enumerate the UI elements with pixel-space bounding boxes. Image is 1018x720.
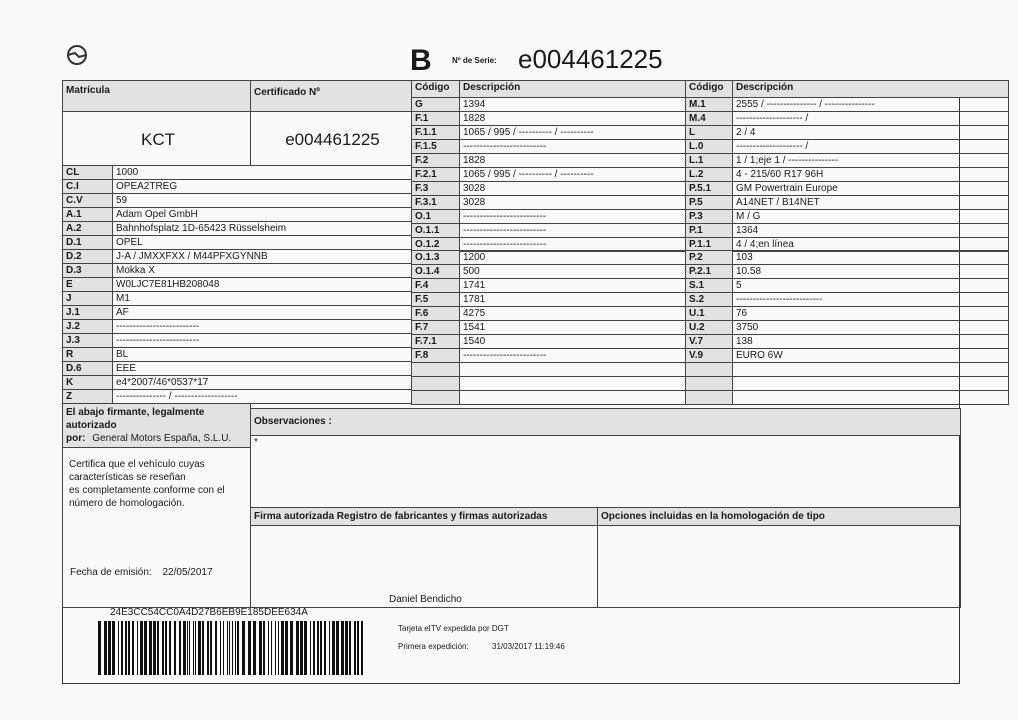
opel-logo-icon: [65, 42, 89, 66]
barcode-bar: [215, 621, 217, 675]
field-code: F.1: [411, 111, 460, 126]
field-value: [732, 376, 1009, 391]
field-value: EURO 6W: [732, 348, 1009, 363]
certifica-line: Certifica que el vehículo cuyas: [69, 459, 205, 470]
field-code: F.1.1: [411, 125, 460, 140]
field-code: Z: [62, 389, 113, 404]
field-value: OPEA2TREG: [112, 179, 412, 194]
field-code: V.9: [685, 348, 733, 363]
barcode-bar: [187, 621, 188, 675]
field-code: J.3: [62, 333, 113, 348]
field-value: -------------------------: [459, 139, 686, 154]
field-value: 1394: [459, 97, 686, 112]
barcode-bar: [179, 621, 181, 675]
field-value: 1065 / 995 / ---------- / ----------: [459, 167, 686, 182]
field-value: GM Powertrain Europe: [732, 181, 1009, 196]
field-value: -------------------- /: [732, 139, 1009, 154]
barcode-bar: [193, 621, 194, 675]
barcode-bar: [290, 621, 293, 675]
field-code: F.8: [411, 348, 460, 363]
field-value: Mokka X: [112, 263, 412, 278]
field-value: M1: [112, 291, 412, 306]
field-value: Adam Opel GmbH: [112, 207, 412, 222]
barcode-bar: [128, 621, 130, 675]
barcode-bar: [310, 621, 311, 675]
field-value: 1541: [459, 320, 686, 335]
barcode-bar: [118, 621, 119, 675]
barcode-bar: [349, 621, 351, 675]
field-code: O.1.1: [411, 223, 460, 238]
barcode-bar: [248, 621, 251, 675]
barcode-bar: [229, 621, 230, 675]
field-value: 1364: [732, 223, 1009, 238]
field-code: J.1: [62, 305, 113, 320]
field-code: P.5: [685, 195, 733, 210]
certifica-line: número de homologación.: [69, 498, 185, 509]
field-code: F.3.1: [411, 195, 460, 210]
field-code: [411, 390, 460, 405]
barcode-bar: [275, 621, 276, 675]
barcode-bar: [195, 621, 196, 675]
barcode-bar: [259, 621, 262, 675]
barcode-bar: [332, 621, 335, 675]
field-value: 1781: [459, 292, 686, 307]
field-code: G: [411, 97, 460, 112]
field-code: [411, 362, 460, 377]
field-code: D.3: [62, 263, 113, 278]
observaciones-label: Observaciones :: [250, 408, 961, 436]
barcode-bar: [202, 621, 204, 675]
field-code: S.1: [685, 278, 733, 293]
description-header: Descripción: [459, 80, 686, 98]
firma-name: Daniel Bendicho: [389, 594, 462, 605]
field-value: 1828: [459, 111, 686, 126]
field-value: 59: [112, 193, 412, 208]
barcode-bar: [144, 621, 147, 675]
field-code: U.1: [685, 306, 733, 321]
field-value: 1828: [459, 153, 686, 168]
field-code: F.2.1: [411, 167, 460, 182]
field-code: [685, 390, 733, 405]
field-value: BL: [112, 347, 412, 362]
certifica-line: es completamente conforme con el: [69, 485, 225, 496]
field-code: P.3: [685, 209, 733, 224]
field-value: -------------------------: [459, 348, 686, 363]
barcode-bar: [207, 621, 209, 675]
barcode-bar: [108, 621, 111, 675]
field-code: O.1: [411, 209, 460, 224]
field-value: 4275: [459, 306, 686, 321]
barcode-bar: [153, 621, 156, 675]
field-value: --------------------------: [732, 292, 1009, 307]
barcode-bar: [361, 621, 363, 675]
barcode-bar: [125, 621, 127, 675]
field-code: M.1: [685, 97, 733, 112]
field-code: F.4: [411, 278, 460, 293]
field-value: 2555 / --------------- / ---------------: [732, 97, 1009, 112]
barcode-bar: [304, 621, 307, 675]
field-value: 4 - 215/60 R17 96H: [732, 167, 1009, 182]
barcode-bar: [112, 621, 115, 675]
field-code: E: [62, 277, 113, 292]
field-value: [459, 362, 686, 377]
field-code: L: [685, 125, 733, 140]
field-code: [411, 376, 460, 391]
field-value: 1 / 1;eje 1 / ---------------: [732, 153, 1009, 168]
field-value: Bahnhofsplatz 1D-65423 Rüsselsheim: [112, 221, 412, 236]
barcode-bar: [281, 621, 284, 675]
barcode-bar: [162, 621, 164, 675]
field-code: C.V: [62, 193, 113, 208]
field-value: [459, 376, 686, 391]
field-code: O.1.4: [411, 264, 460, 279]
barcode-bar: [354, 621, 356, 675]
barcode-bar: [278, 621, 279, 675]
field-value: e4*2007/46*0537*17: [112, 375, 412, 390]
field-code: J: [62, 291, 113, 306]
field-value: 500: [459, 264, 686, 279]
field-value: 4 / 4;en línea: [732, 237, 1009, 252]
barcode-bar: [137, 621, 138, 675]
barcode-bar: [98, 621, 101, 675]
barcode-bar: [169, 621, 171, 675]
barcode-bar: [121, 621, 123, 675]
barcode-bar: [198, 621, 201, 675]
matricula-label: Matrícula: [62, 80, 251, 112]
field-code: A.2: [62, 221, 113, 236]
barcode-image: [98, 621, 366, 675]
fecha-label: Fecha de emisión:: [70, 567, 152, 578]
field-code: O.1.3: [411, 250, 460, 265]
barcode-bar: [149, 621, 152, 675]
barcode-bar: [320, 621, 322, 675]
field-code: CL: [62, 165, 113, 180]
barcode-bar: [189, 621, 190, 675]
field-value: 1540: [459, 334, 686, 349]
firma-label: Firma autorizada Registro de fabricantes y firmas autorizadas: [250, 507, 598, 526]
barcode-bar: [268, 621, 269, 675]
field-code: [685, 376, 733, 391]
field-value: W0LJC7E81HB208048: [112, 277, 412, 292]
barcode-bar: [232, 621, 233, 675]
barcode-bar: [329, 621, 330, 675]
opciones-label: Opciones incluidas en la homologación de tipo: [597, 507, 961, 526]
field-code: F.1.5: [411, 139, 460, 154]
barcode-bar: [223, 621, 224, 675]
barcode-bar: [140, 621, 143, 675]
field-value: 2 / 4: [732, 125, 1009, 140]
field-value: 3028: [459, 181, 686, 196]
barcode-bar: [357, 621, 359, 675]
serie-number: e004461225: [518, 44, 663, 74]
opciones-box: [597, 525, 961, 608]
field-code: F.7.1: [411, 334, 460, 349]
form-letter: B: [410, 44, 432, 77]
field-value: OPEL: [112, 235, 412, 250]
barcode-bar: [242, 621, 245, 675]
field-code: D.2: [62, 249, 113, 264]
barcode-bar: [253, 621, 256, 675]
fecha-value: 22/05/2017: [162, 567, 213, 578]
field-value: 103: [732, 250, 1009, 265]
barcode-bar: [263, 621, 265, 675]
field-value: 76: [732, 306, 1009, 321]
field-value: 5: [732, 278, 1009, 293]
field-value: 3750: [732, 320, 1009, 335]
field-code: D.6: [62, 361, 113, 376]
field-code: F.5: [411, 292, 460, 307]
field-value: 3028: [459, 195, 686, 210]
field-value: 138: [732, 334, 1009, 349]
field-value: [459, 390, 686, 405]
field-code: [685, 362, 733, 377]
primera-label: Primera expedición:: [398, 642, 469, 651]
barcode-bar: [210, 621, 212, 675]
barcode-bar: [174, 621, 176, 675]
code-header: Código: [685, 80, 733, 98]
field-code: L.0: [685, 139, 733, 154]
por-label: por:: [66, 433, 86, 444]
primera-value: 31/03/2017 11:19:46: [492, 642, 565, 651]
certifica-box: [62, 447, 251, 608]
barcode-bar: [235, 621, 236, 675]
field-value: -------------------------: [112, 319, 412, 334]
signer-company: General Motors España, S.L.U.: [92, 433, 232, 444]
field-value: -------------------- /: [732, 111, 1009, 126]
field-value: AF: [112, 305, 412, 320]
barcode-bar: [296, 621, 299, 675]
field-value: 1200: [459, 250, 686, 265]
field-code: U.2: [685, 320, 733, 335]
field-code: M.4: [685, 111, 733, 126]
field-code: F.3: [411, 181, 460, 196]
field-code: C.I: [62, 179, 113, 194]
tarjeta-text: Tarjeta eITV expedida por DGT: [398, 624, 509, 633]
field-code: J.2: [62, 319, 113, 334]
field-code: P.2.1: [685, 264, 733, 279]
field-value: [732, 390, 1009, 405]
code-header: Código: [411, 80, 460, 98]
barcode-text: 24E3CC54CC0A4D27B6EB9E185DEE634A: [110, 607, 308, 618]
certificado-value: e004461225: [250, 111, 412, 166]
barcode-bar: [271, 621, 272, 675]
field-code: P.1.1: [685, 237, 733, 252]
field-value: -------------------------: [459, 209, 686, 224]
barcode-bar: [165, 621, 167, 675]
field-code: L.1: [685, 153, 733, 168]
field-code: V.7: [685, 334, 733, 349]
serie-label: Nº de Serie:: [452, 56, 497, 65]
certificado-label: Certificado Nº: [250, 80, 412, 112]
field-value: 10.58: [732, 264, 1009, 279]
matricula-value: KCT: [62, 111, 251, 166]
field-code: F.6: [411, 306, 460, 321]
firma-box: [250, 525, 598, 608]
barcode-bar: [104, 621, 107, 675]
field-code: F.7: [411, 320, 460, 335]
field-value: EEE: [112, 361, 412, 376]
field-value: J-A / JMXXFXX / M44PFXGYNNB: [112, 249, 412, 264]
field-code: P.1: [685, 223, 733, 238]
barcode-bar: [183, 621, 186, 675]
field-value: 1000: [112, 165, 412, 180]
field-code: P.2: [685, 250, 733, 265]
field-value: [732, 362, 1009, 377]
field-value: 1065 / 995 / ---------- / ----------: [459, 125, 686, 140]
field-value: -------------------------: [112, 333, 412, 348]
barcode-bar: [157, 621, 159, 675]
field-code: L.2: [685, 167, 733, 182]
field-value: --------------- / -------------------: [112, 389, 412, 404]
field-code: D.1: [62, 235, 113, 250]
field-value: -------------------------: [459, 237, 686, 252]
certifica-line: características se reseñan: [69, 472, 186, 483]
field-code: K: [62, 375, 113, 390]
field-value: M / G: [732, 209, 1009, 224]
signer-heading: El abajo firmante, legalmente autorizado: [66, 407, 205, 431]
barcode-bar: [227, 621, 228, 675]
barcode-bar: [237, 621, 239, 675]
barcode-bar: [336, 621, 339, 675]
description-header: Descripción: [732, 80, 1009, 98]
field-code: O.1.2: [411, 237, 460, 252]
barcode-bar: [132, 621, 134, 675]
field-value: -------------------------: [459, 223, 686, 238]
field-value: A14NET / B14NET: [732, 195, 1009, 210]
barcode-bar: [317, 621, 319, 675]
barcode-bar: [300, 621, 303, 675]
signer-header: [62, 403, 251, 448]
field-value: 1741: [459, 278, 686, 293]
barcode-bar: [220, 621, 221, 675]
barcode-bar: [324, 621, 326, 675]
field-code: S.2: [685, 292, 733, 307]
barcode-bar: [345, 621, 348, 675]
observaciones-text: *: [250, 435, 961, 508]
field-code: A.1: [62, 207, 113, 222]
barcode-bar: [313, 621, 315, 675]
barcode-bar: [341, 621, 344, 675]
field-code: F.2: [411, 153, 460, 168]
field-code: R: [62, 347, 113, 362]
barcode-bar: [285, 621, 288, 675]
field-code: P.5.1: [685, 181, 733, 196]
